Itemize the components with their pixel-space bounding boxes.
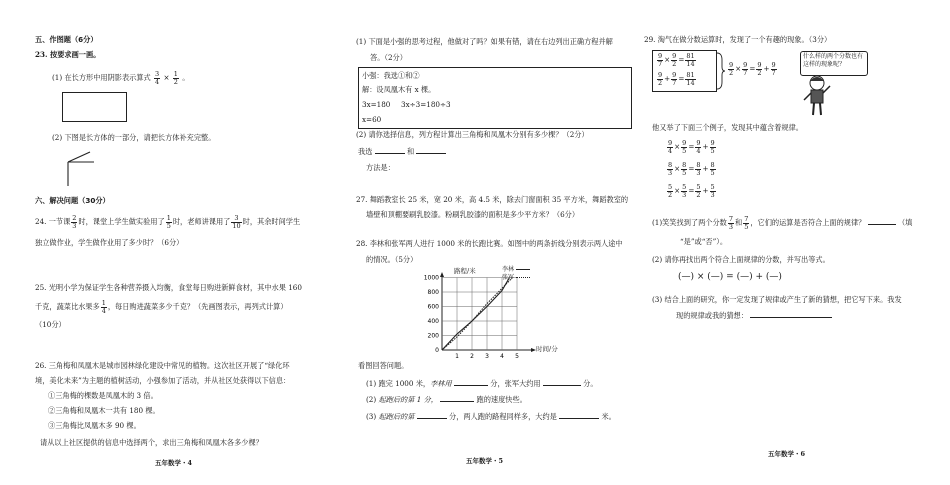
q23-part2: (2) 下图是长方体的一部分，请把长方体补充完整。 (52, 133, 216, 142)
q26-method: 方法是： (366, 163, 395, 172)
q27-line2: 墙壁和顶棚要刷乳胶漆。粉刷乳胶漆的面积是多少平方米？（6分） (366, 210, 580, 219)
y-tick-label: 0 (435, 347, 439, 354)
y-tick-label: 200 (427, 332, 439, 340)
conjecture-blank[interactable] (750, 317, 832, 318)
q23-title: 23. 按要求画一画。 (35, 50, 101, 59)
legend-dotted-line (516, 277, 530, 278)
y-tick-label: 400 (427, 318, 439, 325)
r1-blank-2[interactable] (543, 385, 581, 386)
exam-page-4 (0, 0, 320, 485)
q29-part2: (2) 请你再找出两个符合上面规律的分数，并写出等式。 (652, 255, 830, 264)
q26-sub1-line2: 答。（2分） (370, 53, 407, 62)
r1-blank-1[interactable] (454, 385, 488, 386)
speech-bubble: 什么样的两个分数也有这样的现象呢？ (800, 51, 868, 76)
q26-sub1-line1: (1) 下面是小强的思考过程，他做对了吗？如果有错，请在右边列出正确方程并解 (356, 37, 613, 46)
x-tick-label: 1 (455, 353, 459, 360)
q29-title: 29. 淘气在做分数运算时，发现了一个有趣的现象。（3分） (644, 35, 832, 44)
comparison-equation: $\frac{9}{2}$ × $\frac{9}{7}$ = $\frac{9}{2}$ + $\frac{9}{7}$ (729, 61, 776, 77)
q27-line1: 27. 舞蹈教室长 25 米，宽 20 米，高 4.5 米，除去门窗面积 35 平方米，舞蹈教室的 (356, 195, 629, 204)
page-footer-4: 五年数学・4 (155, 459, 193, 467)
page-footer-6: 五年数学・6 (768, 450, 806, 458)
q26-line6: 请从以上社区提供的信息中选择两个，求出三角梅和凤凰木各多少棵？ (40, 438, 263, 447)
y-tick-labels (424, 275, 439, 355)
box-line1: 小强：我选①和② (362, 71, 420, 80)
right-brace-icon (716, 52, 726, 90)
q24-line2: 独立做作业，学生做作业用了多少时？（6分） (35, 238, 184, 247)
chart-y-label: 路程/米 (454, 267, 476, 275)
example-2: $\frac{8}{3}$ × $\frac{8}{5}$ = $\frac{8}{3}$ + $\frac{8}{5}$ (668, 161, 715, 177)
r2-blank[interactable] (440, 401, 474, 402)
box-line3b: 3x÷3=180÷3 (401, 100, 451, 109)
equation-1: $\frac{9}{7}$ × $\frac{9}{2}$ = $\frac{81}{14}$ (658, 52, 695, 68)
x-tick-label: 3 (485, 353, 489, 360)
r3-blank-2[interactable] (559, 418, 599, 419)
y-tick-label: 1000 (423, 274, 439, 282)
q25-line3: （10分） (35, 320, 66, 329)
q28-line1: 28. 李林和张军两人进行 1000 米的长跑比赛。如图中的两条折线分别表示两人途中 (356, 239, 623, 248)
box-line2: 解：设凤凰木有 x 棵。 (362, 85, 436, 94)
box-line3a: 3x=180 (362, 100, 391, 109)
exam-page-5 (320, 0, 630, 485)
chart-x-label: 时间/分 (536, 345, 558, 353)
read-chart-prompt: 看图回答问题。 (358, 361, 409, 370)
q26-sub2: (2) 请你选择信息，列方程计算出三角梅和凤凰木分别有多少棵？（2分） (356, 130, 589, 139)
rule-answer-blank[interactable] (868, 224, 896, 225)
q28-r3: (3) 起跑后的第 分，两人跑的路程同样多，大约是 米。 (366, 412, 616, 421)
legend-solid-line (516, 269, 530, 270)
q25-line1: 25. 光明小学为保证学生各种营养摄入均衡，食堂每日购进新鲜食材，其中水果 160 (35, 283, 302, 292)
fraction-template-expression[interactable]: (—) × (—) = (—) + (—) (678, 272, 782, 282)
series-line-lilin (442, 278, 510, 351)
x-tick-label: 2 (470, 353, 474, 360)
rectangle-drawing[interactable] (62, 92, 127, 122)
page-footer-5: 五年数学・5 (466, 457, 504, 465)
section-5-heading: 五、作图题（6分） (35, 35, 98, 44)
legend-zhangjun: 张军 (502, 275, 530, 282)
q28-r2: (2) 起跑后的第 1 分， 跑的速度快些。 (366, 395, 527, 404)
choice-blank-1[interactable] (375, 153, 405, 154)
q26-line1: 26. 三角梅和凤凰木是城市园林绿化建设中常见的植物。这次社区开展了“绿化环 (35, 361, 290, 370)
x-tick-label: 5 (515, 353, 519, 360)
q29-part3-line2: 现的规律或我的猜想： (676, 312, 832, 320)
exam-page-6 (630, 0, 950, 485)
legend-lilin: 李林 (502, 267, 530, 274)
boy-character-icon (800, 74, 834, 118)
q28-r1: (1) 跑完 1000 米，李林用 分，张军大约用 分。 (366, 379, 598, 388)
cuboid-partial-drawing[interactable] (60, 148, 100, 190)
box-line4: x=60 (362, 115, 382, 124)
q28-line2: 的情况。（5分） (366, 255, 418, 264)
q29-part1: (1)笑笑找到了两个分数 $\frac{7}{3}$ 和 $\frac{7}{5}$ ，它们的运算是否符合上面的规律？ （填 (652, 215, 913, 231)
q26-choose: 我选 和 (358, 148, 446, 156)
q29-part1-line2: “是”或“否”）。 (680, 237, 728, 246)
student-work-box (358, 67, 632, 129)
equation-box (652, 50, 717, 92)
q23-part1: (1) 在长方形中用阴影表示算式 $\frac{3}{4}$ × $\frac{1}{2}$ 。 (52, 70, 190, 86)
y-tick-label: 600 (427, 303, 439, 311)
choice-blank-2[interactable] (416, 153, 446, 154)
q25-line2: 千克，蔬菜比水果多 $\frac{1}{4}$ ，每日购进蔬菜多少千克？（先画图表示，再列式计算） (35, 299, 288, 315)
q29-part3-line1: (3) 结合上面的研究，你一定发现了规律或产生了新的猜想，把它写下来。我发 (652, 295, 902, 304)
r3-blank-1[interactable] (417, 418, 447, 419)
y-tick-label: 800 (427, 289, 439, 296)
x-tick-labels (455, 353, 519, 360)
q24-line1: 24. 一节课 $\frac{2}{3}$ 时，课堂上学生做实验用了 $\frac{1}{5}$ 时，老师讲课用了 $\frac{3}{10}$ 时，其余时间学生 (35, 214, 301, 230)
section-6-heading: 六、解决问题（30分） (35, 196, 110, 205)
q26-info2: ②三角梅和凤凰木一共有 180 棵。 (48, 406, 160, 415)
example-3: $\frac{5}{2}$ × $\frac{5}{3}$ = $\frac{5}{2}$ + $\frac{5}{3}$ (668, 183, 715, 199)
q26-info3: ③三角梅比凤凰木多 90 棵。 (48, 421, 141, 430)
x-tick-label: 4 (500, 353, 504, 360)
equation-2: $\frac{9}{2}$ + $\frac{9}{7}$ = $\frac{81}{14}$ (658, 71, 695, 87)
example-1: $\frac{9}{4}$ × $\frac{9}{5}$ = $\frac{9}{4}$ + $\frac{9}{5}$ (668, 139, 715, 155)
q26-info1: ①三角梅的棵数是凤凰木的 3 倍。 (48, 391, 158, 400)
examples-intro: 他又举了下面三个例子，发现其中蕴含着规律。 (652, 123, 803, 132)
q26-line2: 境，美化未来”为主题的植树活动，小强参加了活动，并从社区处获得以下信息： (35, 376, 291, 385)
